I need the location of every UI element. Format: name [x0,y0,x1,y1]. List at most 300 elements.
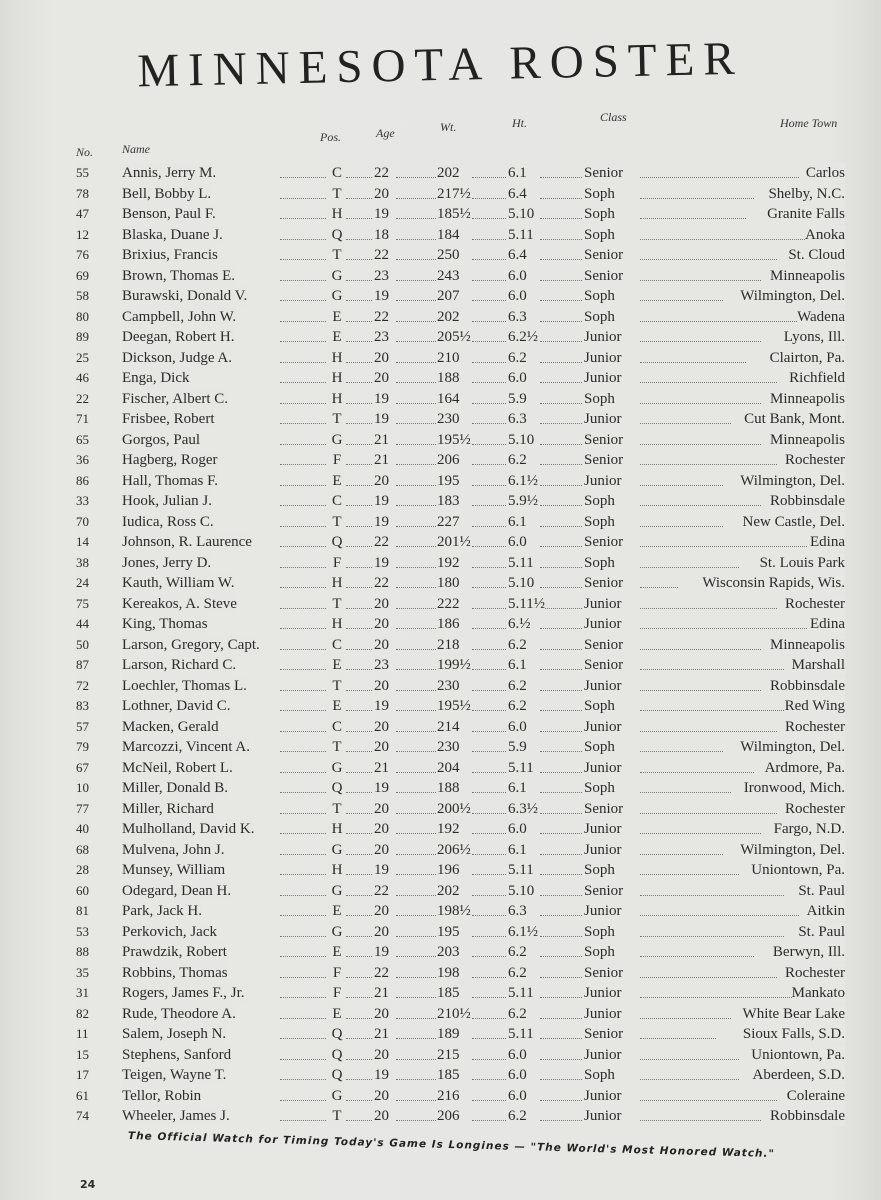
dot-leader [640,854,723,855]
player-position: E [328,696,346,716]
dot-leader [540,300,582,301]
dot-leader [396,300,436,301]
dot-leader [346,731,372,732]
table-row [0,860,881,880]
dot-leader [280,239,326,240]
table-row [0,1045,881,1065]
player-class: Senior [584,267,624,284]
player-weight: 210 [437,349,460,366]
player-age: 22 [374,964,389,981]
table-row [0,922,881,942]
player-position: G [328,430,346,450]
player-name: Fischer, Albert C. [122,390,229,407]
player-home-town: Minneapolis [770,267,845,284]
dot-leader [472,382,506,383]
player-height: 6.0 [508,1087,527,1104]
dot-leader [280,690,326,691]
player-class: Senior [584,964,624,981]
dot-leader [396,813,436,814]
player-number: 46 [76,368,89,388]
player-position: E [328,942,346,962]
dot-leader [346,259,372,260]
table-row [0,840,881,860]
dot-leader [640,587,678,588]
table-row [0,696,881,716]
player-home-town: Cut Bank, Mont. [744,411,845,427]
dot-leader [540,218,582,219]
dot-leader [280,915,326,916]
player-class: Junior [584,329,622,345]
player-number: 72 [76,676,89,696]
player-age: 20 [374,1046,389,1063]
dot-leader [540,690,582,691]
player-name: King, Thomas [122,616,208,632]
dot-leader [640,751,723,752]
table-row [0,512,881,532]
table-row [0,286,881,306]
dot-leader [540,321,582,322]
player-number: 58 [76,286,89,306]
dot-leader [346,997,372,998]
player-home-town: Mankato [791,985,845,1001]
player-number: 80 [76,307,89,327]
player-age: 20 [374,1087,389,1104]
player-name: Deegan, Robert H. [122,329,235,345]
dot-leader [540,915,582,916]
table-row [0,1004,881,1024]
table-row [0,266,881,286]
player-height: 6.1 [508,657,527,673]
dot-leader [280,1100,326,1101]
dot-leader [280,874,326,875]
player-height: 6.2½ [508,329,538,345]
dot-leader [346,792,372,793]
table-row [0,778,881,798]
player-position: T [328,245,346,265]
player-weight: 192 [437,554,460,571]
dot-leader [280,813,326,814]
player-position: Q [328,225,346,245]
dot-leader [280,956,326,957]
dot-leader [346,382,372,383]
player-age: 20 [374,1108,389,1124]
player-position: G [328,1086,346,1106]
player-weight: 202 [437,308,460,325]
dot-leader [396,751,436,752]
dot-leader [396,546,436,547]
dot-leader [472,300,506,301]
player-name: Mulvena, John J. [122,841,225,858]
dot-leader [346,669,372,670]
player-height: 6.½ [508,616,531,632]
player-number: 86 [76,471,89,491]
player-class: Junior [584,985,622,1001]
dot-leader [346,218,372,219]
player-weight: 206 [437,1108,460,1124]
dot-leader [472,423,506,424]
dot-leader [640,874,739,875]
table-row [0,204,881,224]
dot-leader [540,751,582,752]
player-position: F [328,963,346,983]
player-age: 19 [374,698,389,714]
dot-leader [540,485,582,486]
dot-leader [280,628,326,629]
player-number: 38 [76,553,89,573]
longines-advertisement: The Official Watch for Timing Today's Game Is Longines — "The World's Most Honored Watch." [127,1130,776,1161]
player-name: Rogers, James F., Jr. [122,985,245,1001]
player-number: 61 [76,1086,89,1106]
player-age: 21 [374,759,389,776]
player-number: 77 [76,799,89,819]
player-age: 22 [374,534,389,550]
dot-leader [280,895,326,896]
player-home-town: Berwyn, Ill. [772,944,845,960]
player-number: 15 [76,1045,89,1065]
player-class: Soph [584,944,615,960]
player-class: Soph [584,923,615,940]
player-class: Soph [584,739,615,755]
player-height: 6.0 [508,718,527,735]
table-row [0,963,881,983]
player-home-town: Rochester [785,800,845,817]
player-position: H [328,389,346,409]
player-age: 23 [374,657,389,673]
dot-leader [472,526,506,527]
player-class: Senior [584,452,624,468]
dot-leader [540,649,582,650]
table-row [0,450,881,470]
dot-leader [472,198,506,199]
player-name: Odegard, Dean H. [122,882,232,899]
dot-leader [540,567,582,568]
dot-leader [540,526,582,527]
dot-leader [540,895,582,896]
player-name: Benson, Paul F. [122,206,216,222]
player-name: Park, Jack H. [122,903,202,919]
dot-leader [540,1100,582,1101]
player-height: 6.1 [508,165,527,181]
dot-leader [396,280,436,281]
player-class: Senior [584,247,624,263]
player-weight: 203 [437,944,460,960]
dot-leader [640,690,761,691]
player-number: 28 [76,860,89,880]
player-home-town: Anoka [805,226,845,243]
player-number: 65 [76,430,89,450]
dot-leader [280,403,326,404]
dot-leader [540,833,582,834]
player-position: H [328,368,346,388]
dot-leader [396,218,436,219]
player-weight: 204 [437,759,460,776]
player-name: Marcozzi, Vincent A. [122,739,250,755]
player-age: 19 [374,206,389,222]
player-name: Teigen, Wayne T. [122,1067,227,1083]
player-age: 19 [374,390,389,407]
dot-leader [396,649,436,650]
player-age: 20 [374,677,389,694]
dot-leader [540,1018,582,1019]
player-name: Perkovich, Jack [122,923,217,940]
dot-leader [396,772,436,773]
dot-leader [346,1100,372,1101]
dot-leader [472,485,506,486]
table-row [0,163,881,183]
dot-leader [346,874,372,875]
dot-leader [472,649,506,650]
player-weight: 199½ [437,657,471,673]
player-number: 78 [76,184,89,204]
dot-leader [640,280,761,281]
player-class: Junior [584,718,622,735]
dot-leader [346,403,372,404]
dot-leader [640,485,723,486]
player-class: Senior [584,882,624,899]
table-row [0,901,881,921]
player-height: 6.3 [508,903,527,919]
dot-leader [472,321,506,322]
player-age: 20 [374,636,389,653]
player-class: Soph [584,206,615,222]
dot-leader [280,1079,326,1080]
dot-leader [346,628,372,629]
dot-leader [472,444,506,445]
player-weight: 227 [437,513,460,530]
dot-leader [280,751,326,752]
player-height: 5.11 [508,554,534,571]
player-age: 19 [374,493,389,509]
player-position: H [328,348,346,368]
player-age: 19 [374,780,389,796]
dot-leader [346,280,372,281]
player-class: Soph [584,698,615,714]
player-class: Junior [584,759,622,776]
player-position: E [328,327,346,347]
player-class: Soph [584,288,615,304]
dot-leader [640,444,761,445]
player-weight: 243 [437,267,460,284]
player-name: Kauth, William W. [122,575,235,591]
player-position: Q [328,532,346,552]
player-name: Hagberg, Roger [122,452,218,468]
player-name: Stephens, Sanford [122,1046,232,1063]
player-position: E [328,471,346,491]
dot-leader [280,218,326,219]
dot-leader [472,874,506,875]
player-weight: 214 [437,718,460,735]
dot-leader [472,669,506,670]
player-name: Rude, Theodore A. [122,1005,236,1022]
table-row [0,717,881,737]
player-number: 57 [76,717,89,737]
dot-leader [640,1018,731,1019]
player-number: 55 [76,163,89,183]
player-position: Q [328,1065,346,1085]
dot-leader [396,895,436,896]
player-position: E [328,1004,346,1024]
player-home-town: Wisconsin Rapids, Wis. [702,575,845,591]
table-row [0,409,881,429]
dot-leader [540,874,582,875]
dot-leader [472,772,506,773]
dot-leader [280,608,326,609]
player-age: 22 [374,575,389,591]
player-age: 20 [374,800,389,817]
player-number: 71 [76,409,89,429]
player-number: 11 [76,1024,89,1044]
dot-leader [540,669,582,670]
dot-leader [396,444,436,445]
dot-leader [472,362,506,363]
dot-leader [346,710,372,711]
header-home-town: Home Town [780,116,838,130]
dot-leader [396,526,436,527]
player-weight: 202 [437,882,460,899]
player-number: 87 [76,655,89,675]
header-age: Age [376,126,395,140]
player-number: 50 [76,635,89,655]
dot-leader [472,239,506,240]
dot-leader [540,444,582,445]
dot-leader [346,177,372,178]
dot-leader [472,177,506,178]
dot-leader [346,772,372,773]
dot-leader [396,1038,436,1039]
player-age: 19 [374,944,389,960]
player-position: G [328,758,346,778]
player-class: Junior [584,841,622,858]
player-weight: 185½ [437,206,471,222]
dot-leader [346,936,372,937]
dot-leader [396,1059,436,1060]
player-age: 21 [374,985,389,1001]
dot-leader [540,936,582,937]
dot-leader [472,505,506,506]
player-class: Junior [584,616,622,632]
dot-leader [640,1120,761,1121]
player-weight: 250 [437,247,460,263]
page-number: 24 [80,1178,96,1191]
dot-leader [396,382,436,383]
player-age: 22 [374,247,389,263]
dot-leader [396,341,436,342]
player-age: 21 [374,452,389,468]
player-name: Hall, Thomas F. [122,472,219,489]
player-age: 20 [374,718,389,735]
dot-leader [640,1079,739,1080]
dot-leader [540,505,582,506]
dot-leader [396,977,436,978]
header-name: Name [122,142,150,156]
player-class: Senior [584,431,624,448]
player-weight: 195½ [437,698,471,714]
player-home-town: Lyons, Ill. [783,329,845,345]
player-home-town: Edina [810,534,845,550]
player-number: 67 [76,758,89,778]
dot-leader [640,300,723,301]
player-home-town: White Bear Lake [742,1005,845,1022]
dot-leader [280,669,326,670]
table-row [0,1106,881,1126]
dot-leader [540,403,582,404]
player-name: Loechler, Thomas L. [122,677,247,694]
dot-leader [472,813,506,814]
player-number: 76 [76,245,89,265]
player-position: T [328,512,346,532]
player-class: Senior [584,636,624,653]
player-home-town: Edina [810,616,845,632]
player-position: G [328,266,346,286]
player-position: C [328,163,346,183]
player-number: 70 [76,512,89,532]
header-pos: Pos. [320,130,341,144]
player-name: Jones, Jerry D. [122,554,212,571]
dot-leader [640,403,761,404]
player-class: Junior [584,1005,622,1022]
player-name: Annis, Jerry M. [122,165,217,181]
dot-leader [346,526,372,527]
table-row [0,430,881,450]
dot-leader [640,321,799,322]
dot-leader [472,792,506,793]
player-name: Lothner, David C. [122,698,231,714]
dot-leader [396,567,436,568]
dot-leader [280,977,326,978]
player-number: 22 [76,389,89,409]
player-weight: 216 [437,1087,460,1104]
player-position: G [328,840,346,860]
dot-leader [540,1059,582,1060]
player-class: Senior [584,165,624,181]
dot-leader [396,1120,436,1121]
player-name: Dickson, Judge A. [122,349,232,366]
dot-leader [346,751,372,752]
player-height: 5.10 [508,431,535,448]
dot-leader [280,341,326,342]
dot-leader [472,1079,506,1080]
dot-leader [472,628,506,629]
table-row [0,245,881,265]
player-age: 19 [374,411,389,427]
dot-leader [280,792,326,793]
player-weight: 198 [437,964,460,981]
dot-leader [472,915,506,916]
player-home-town: Shelby, N.C. [768,185,845,202]
player-height: 6.0 [508,821,527,837]
player-height: 6.0 [508,534,527,550]
player-position: T [328,184,346,204]
player-position: H [328,860,346,880]
dot-leader [540,813,582,814]
dot-leader [346,956,372,957]
player-age: 20 [374,821,389,837]
player-class: Soph [584,780,615,796]
table-row [0,799,881,819]
page-title: MINNESOTA ROSTER [136,32,745,98]
player-number: 14 [76,532,89,552]
player-weight: 192 [437,821,460,837]
dot-leader [540,1120,582,1121]
dot-leader [346,198,372,199]
player-position: T [328,799,346,819]
player-age: 20 [374,185,389,202]
player-height: 5.11 [508,759,534,776]
dot-leader [640,608,777,609]
dot-leader [280,854,326,855]
dot-leader [280,567,326,568]
dot-leader [396,587,436,588]
